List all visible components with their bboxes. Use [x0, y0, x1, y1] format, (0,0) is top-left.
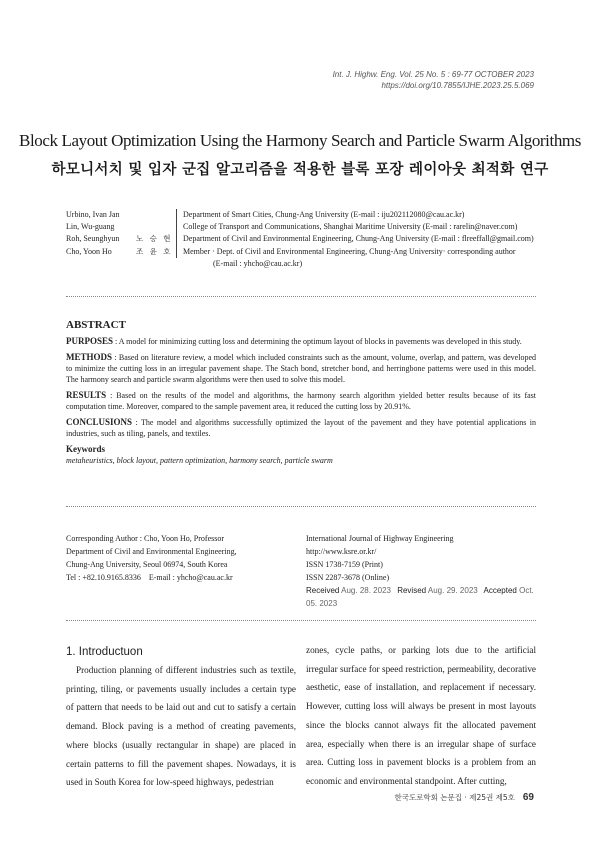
purposes-text: : A model for minimizing cutting loss and determining the optimum layout of blocks in pavements was developed in this study. [113, 337, 522, 346]
divider-dotted [66, 296, 536, 297]
author-name-ko [136, 258, 176, 270]
author-row [66, 233, 536, 245]
abstract-heading: ABSTRACT [66, 319, 126, 331]
issn-online: ISSN 2287-3678 (Online) [306, 573, 390, 582]
author-name-ko: 노 승 현 [136, 234, 173, 244]
revised-date: Aug. 29. 2023 [427, 586, 478, 595]
author-affiliation: Member · Dept. of Civil and Environmental Engineering, Chung-Ang University· corresponding author [183, 246, 516, 256]
page-number: 69 [522, 792, 534, 803]
author-divider [176, 233, 177, 245]
journal-info-block [306, 532, 546, 610]
conclusions-text: : The model and algorithms successfully optimized the layout of the pavement and they have potential applications in industries, such as tiling, panels, and textiles. [66, 418, 536, 438]
abstract-conclusions [66, 417, 536, 439]
author-name: Cho, Yoon Ho [66, 246, 112, 256]
journal-url[interactable]: http://www.ksre.or.kr/ [306, 547, 377, 556]
author-affiliation: Department of Civil and Environmental Engineering, Chung-Ang University (E-mail : flreeffall@gmail.com) [183, 234, 534, 244]
divider-dotted [66, 620, 536, 621]
methods-text: : Based on literature review, a model which included constraints such as the amount, volume, overlap, and pattern, was developed to minimize the cutting loss in an irregular pavement shape. The Stach bond, stretcher bond, and herringbone patterns were used in this model. The harmony search and particle swarm algorithms were then used to solve this model. [66, 353, 536, 384]
author-name: Roh, Seunghyun [66, 234, 120, 244]
body-column-left: Production planning of different industries such as textile, printing, tiling, or pavements usually includes a certain type of pattern that needs to be laid out and cut to satisfy a certain demand. Block paving is a method of creating pavements, where blocks (usually rectangular in shape) are placed in certain patterns to fill the pavement shapes. Nowadays, it is used in South Korea for low-speed highways, pedestrian [66, 665, 296, 788]
results-label: RESULTS [66, 390, 107, 400]
author-affiliation: Department of Smart Cities, Chung-Ang University (E-mail : iju202112080@cau.ac.kr) [183, 210, 465, 219]
correspondence-line: Chung-Ang University, Seoul 06974, South Korea [66, 560, 228, 569]
correspondence-line: Department of Civil and Environmental Engineering, [66, 547, 237, 556]
author-name-ko [136, 209, 176, 221]
author-list [66, 209, 536, 270]
body-column-right: zones, cycle paths, or parking lots due to the artificial irregular surface for speed restriction, permeability, decorative aesthetic, ease of installation, and replacement if necessary. However, cutting loss will always be present in most layouts since the blocks cannot always fit the allocated pavement area, especially when there is an irregular shape of surface area. Cutting loss in pavement blocks is a problem from an economic and environmental standpoint. After cutting, [306, 645, 536, 786]
author-row [66, 246, 536, 258]
journal-name: International Journal of Highway Engineering [306, 534, 454, 543]
purposes-label: PURPOSES [66, 336, 114, 346]
correspondence-line: Corresponding Author : Cho, Yoon Ho, Professor [66, 534, 225, 543]
abstract-methods [66, 352, 536, 385]
accepted-date: Oct. 05. 2023 [306, 586, 534, 608]
author-divider [176, 221, 177, 233]
author-affiliation: College of Transport and Communications, Shanghai Maritime University (E-mail : rarelin@naver.com) [183, 222, 518, 232]
page-footer [394, 792, 534, 803]
abstract-purposes [66, 336, 536, 347]
author-row [66, 221, 536, 233]
journal-citation: Int. J. Highw. Eng. Vol. 25 No. 5 : 69-77 OCTOBER 2023 [332, 70, 534, 79]
abstract-section [66, 320, 536, 466]
keywords-text: metaheuristics, block layout, pattern optimization, harmony search, particle swarm [66, 456, 333, 465]
author-divider [176, 246, 177, 258]
author-name: Urbino, Ivan Jan [66, 210, 120, 219]
methods-label: METHODS [66, 352, 113, 362]
author-name [66, 258, 136, 270]
author-name-ko [136, 221, 176, 233]
accepted-label: Accepted [483, 586, 517, 595]
abstract-results [66, 390, 536, 412]
author-divider [176, 258, 177, 270]
results-text: : Based on the results of the model and algorithms, the harmony search algorithm yielded better results because of its fast computation time. Moreover, compared to the sample pavement area, it reduced the cutting loss by 20.91%. [66, 391, 536, 411]
author-name-ko: 조 윤 호 [136, 246, 173, 256]
author-affiliation: (E-mail : yhcho@cau.ac.kr) [213, 258, 303, 268]
article-dates [306, 584, 546, 610]
doi-link[interactable]: https://doi.org/10.7855/IJHE.2023.25.5.069 [381, 81, 534, 90]
received-date: Aug. 28. 2023 [341, 586, 391, 595]
divider-dotted [66, 506, 536, 507]
author-row [66, 209, 536, 221]
correspondence-line: Tel : +82.10.9165.8336 E-mail : yhcho@cau.ac.kr [66, 573, 233, 582]
revised-label: Revised [397, 586, 427, 595]
paper-title-ko: 하모니서치 및 입자 군집 알고리즘을 적용한 블록 포장 레이아웃 최적화 연구 [51, 162, 549, 178]
issn-print: ISSN 1738-7159 (Print) [306, 560, 383, 569]
author-divider [176, 209, 177, 221]
received-label: Received [306, 586, 340, 595]
author-row [66, 258, 536, 270]
paper-title-en: Block Layout Optimization Using the Harmony Search and Particle Swarm Algorithms [19, 131, 581, 150]
author-name: Lin, Wu-guang [66, 222, 115, 232]
section-heading: 1. Introductuon [66, 646, 143, 658]
correspondence-block [66, 532, 296, 584]
conclusions-label: CONCLUSIONS [66, 417, 133, 427]
keywords-heading: Keywords [66, 444, 105, 454]
footer-journal: 한국도로학회 논문집 · 제25권 제5호 [394, 793, 515, 802]
